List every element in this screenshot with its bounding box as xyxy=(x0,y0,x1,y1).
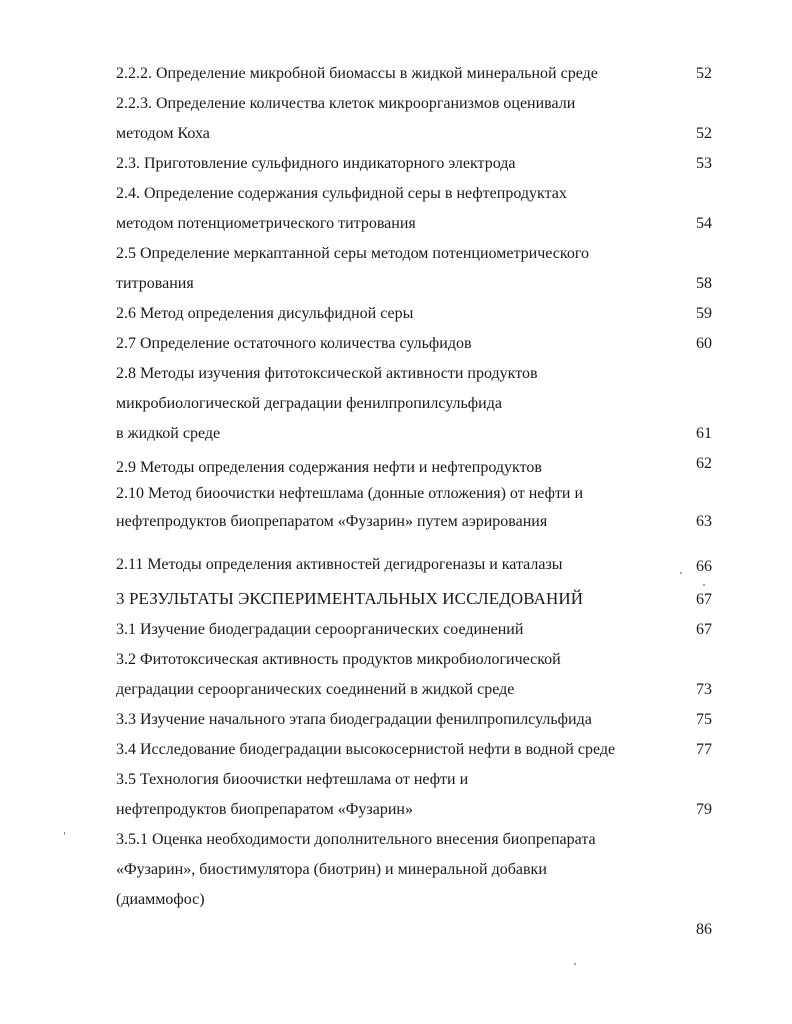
toc-entry-text: 3.5.1 Оценка необходимости дополнительного внесения биопрепарата xyxy=(116,831,596,848)
toc-entry-text: «Фузарин», биостимулятора (биотрин) и минеральной добавки xyxy=(116,861,547,878)
toc-entry-text: 3.1 Изучение биодеградации сероорганических соединений xyxy=(116,621,524,638)
toc-entry-page: 63 xyxy=(696,513,712,530)
toc-entry-text: методом потенциометрического титрования xyxy=(116,215,416,232)
toc-entry-page: 52 xyxy=(696,125,712,142)
toc-entry-text: 2.10 Метод биоочистки нефтешлама (донные отложения) от нефти и xyxy=(116,485,584,502)
toc-entry-text: (диаммофос) xyxy=(116,891,205,908)
toc-entry-page: 53 xyxy=(696,155,712,172)
toc-entry-page: 61 xyxy=(696,425,712,442)
toc-entry-text: 2.6 Метод определения дисульфидной серы xyxy=(116,305,414,322)
scan-speck xyxy=(680,572,682,574)
toc-entry-text: 2.7 Определение остаточного количества сульфидов xyxy=(116,335,472,352)
scan-speck xyxy=(574,963,576,965)
toc-entry-text: 2.9 Методы определения содержания нефти и нефтепродуктов xyxy=(116,459,542,476)
toc-section-heading: 3 РЕЗУЛЬТАТЫ ЭКСПЕРИМЕНТАЛЬНЫХ ИССЛЕДОВАНИЙ xyxy=(116,589,584,608)
toc-entry-page: 66 xyxy=(696,558,712,575)
toc-entry-page: 75 xyxy=(696,711,712,728)
toc-entry-text: 3.3 Изучение начального этапа биодеградации фенилпропилсульфида xyxy=(116,711,592,728)
toc-entry-text: 2.3. Приготовление сульфидного индикаторного электрода xyxy=(116,155,516,172)
toc-entry-text: 3.4 Исследование биодеградации высокосернистой нефти в водной среде xyxy=(116,741,616,758)
toc-entry-page: 52 xyxy=(696,65,712,82)
toc-entry-page: 60 xyxy=(696,335,712,352)
scan-speck xyxy=(64,832,65,835)
toc-entry-page: 73 xyxy=(696,681,712,698)
toc-entry-page: 54 xyxy=(696,215,712,232)
toc-entry-text: нефтепродуктов биопрепаратом «Фузарин» путем аэрирования xyxy=(116,513,548,530)
scan-speck xyxy=(703,584,705,586)
toc-entry-page: 79 xyxy=(696,801,712,818)
toc-entry-text: 2.4. Определение содержания сульфидной серы в нефтепродуктах xyxy=(116,185,567,202)
toc-entry-page: 67 xyxy=(696,621,712,638)
toc-entry-text: 3.5 Технология биоочистки нефтешлама от нефти и xyxy=(116,771,469,788)
toc-entry-text: микробиологической деградации фенилпропилсульфида xyxy=(116,395,502,412)
toc-entry-text: 2.2.3. Определение количества клеток микроорганизмов оценивали xyxy=(116,95,576,112)
toc-entry-page: 86 xyxy=(696,921,712,938)
toc-entry-text: в жидкой среде xyxy=(116,425,221,442)
toc-entry-text: 3.2 Фитотоксическая активность продуктов микробиологической xyxy=(116,651,561,668)
toc-entry-text: титрования xyxy=(116,275,194,292)
toc-entry-page: 67 xyxy=(696,591,712,608)
toc-entry-text: 2.5 Определение меркаптанной серы методом потенциометрического xyxy=(116,245,589,262)
toc-entry-page: 58 xyxy=(696,275,712,292)
toc-entry-text: нефтепродуктов биопрепаратом «Фузарин» xyxy=(116,801,413,818)
toc-entry-page: 77 xyxy=(696,741,712,758)
toc-entry-text: 2.11 Методы определения активностей дегидрогеназы и каталазы xyxy=(116,556,563,573)
toc-entry-text: деградации сероорганических соединений в жидкой среде xyxy=(116,681,515,698)
toc-entry-text: методом Коха xyxy=(116,125,210,142)
toc-entry-page: 59 xyxy=(696,305,712,322)
toc-entry-page: 62 xyxy=(696,455,712,472)
toc-entry-text: 2.2.2. Определение микробной биомассы в жидкой минеральной среде xyxy=(116,65,598,82)
toc-entry-text: 2.8 Методы изучения фитотоксической активности продуктов xyxy=(116,365,538,382)
